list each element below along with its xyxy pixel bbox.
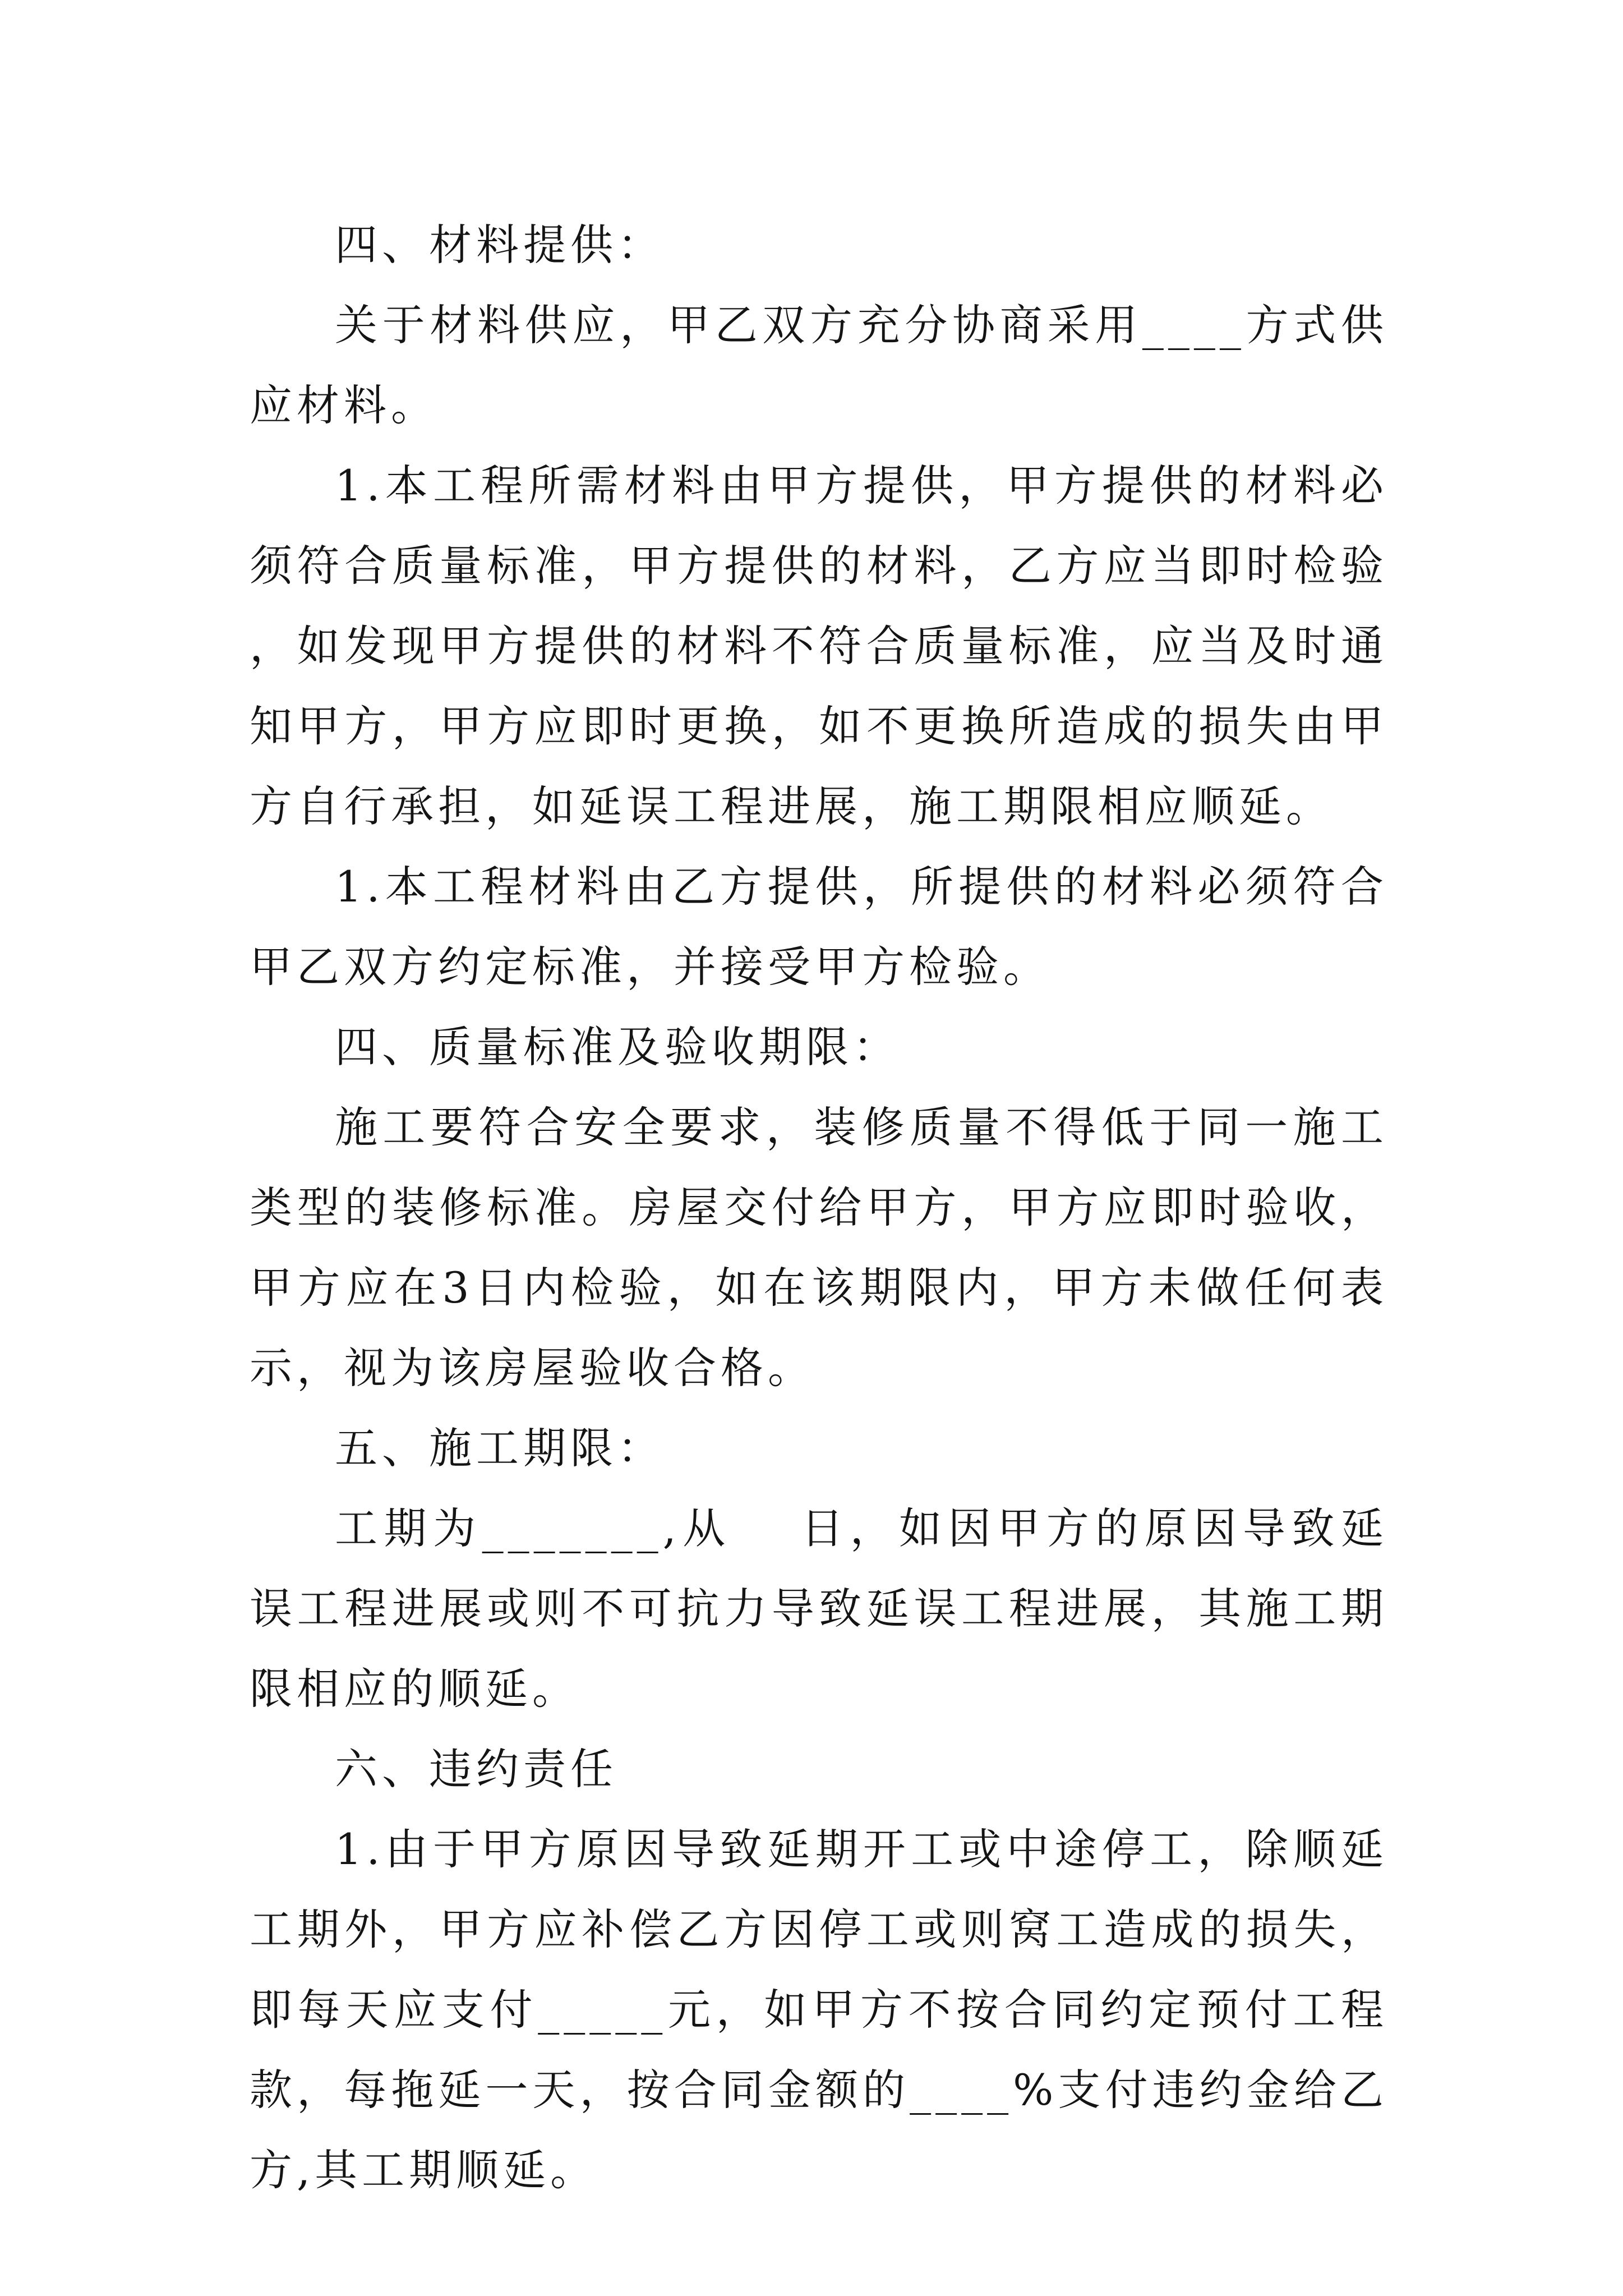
section-heading-materials: 四、材料提供： <box>335 220 665 270</box>
section-heading-quality: 四、质量标准及验收期限： <box>335 1022 900 1072</box>
paragraph-party-a-materials: 1.本工程所需材料由甲方提供，甲方提供的材料必须符合质量标准，甲方提供的材料，乙方应当即时检验，如发现甲方提供的材料不符合质量标准，应当及时通知甲方，甲方应即时更换，如不更换所造成的损失由甲方自行承担，如延误工程进展，施工期限相应顺延。 <box>250 461 1388 831</box>
document-body <box>250 205 1388 2210</box>
paragraph-duration: 工期为_______,从 日，如因甲方的原因导致延误工程进展或则不可抗力导致延误工程进展，其施工期限相应的顺延。 <box>250 1503 1388 1714</box>
paragraph-material-supply: 关于材料供应，甲乙双方充分协商采用____方式供应材料。 <box>250 300 1388 430</box>
section-heading-liability: 六、违约责任 <box>335 1744 617 1794</box>
paragraph-liability: 1.由于甲方原因导致延期开工或中途停工，除顺延工期外，甲方应补偿乙方因停工或则窝工造成的损失，即每天应支付_____元，如甲方不按合同约定预付工程款，每拖延一天，按合同金额的____%支付违约金给乙方,其工期顺延。 <box>250 1824 1388 2195</box>
paragraph-quality-standard: 施工要符合安全要求，装修质量不得低于同一施工类型的装修标准。房屋交付给甲方，甲方应即时验收，甲方应在3日内检验，如在该期限内，甲方未做任何表示，视为该房屋验收合格。 <box>250 1102 1388 1393</box>
paragraph-party-b-materials: 1.本工程材料由乙方提供，所提供的材料必须符合甲乙双方约定标准，并接受甲方检验。 <box>250 862 1388 992</box>
section-heading-duration: 五、施工期限： <box>335 1423 665 1473</box>
